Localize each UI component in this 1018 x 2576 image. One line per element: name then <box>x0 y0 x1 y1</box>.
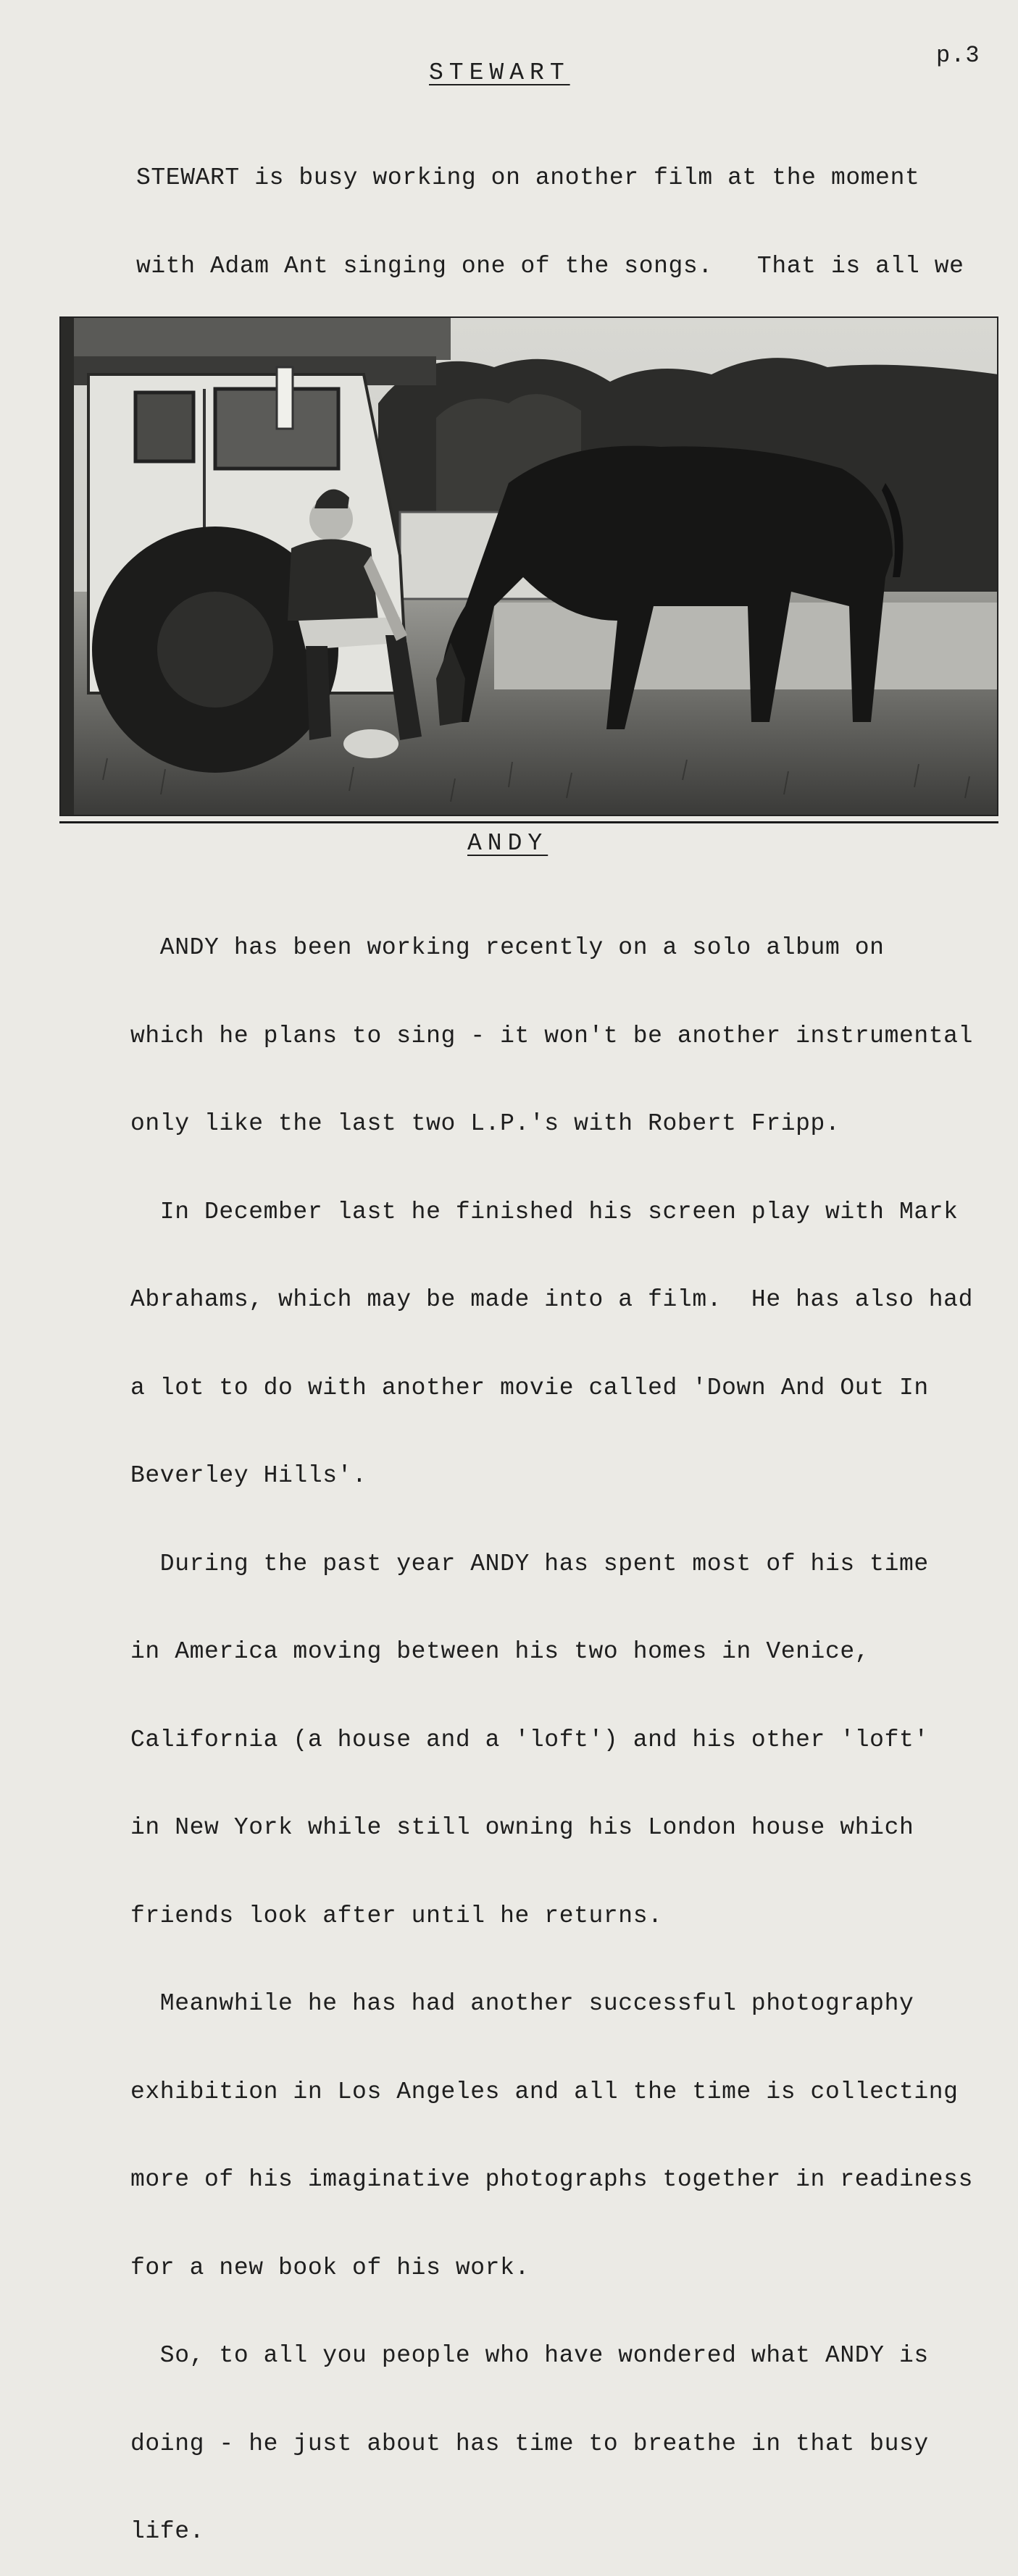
text-line: STEWART is busy working on another film at the moment <box>136 164 920 191</box>
text-line: with Adam Ant singing one of the songs. That is all we <box>136 252 964 280</box>
andy-section-title: ANDY <box>467 830 548 857</box>
stewart-section-title: STEWART <box>429 59 570 86</box>
andy-paragraph <box>130 875 973 2576</box>
page-number: p.3 <box>936 42 980 69</box>
text-line: doing - he just about has time to breathe in that busy <box>130 2430 929 2457</box>
text-line: Meanwhile he has had another successful photography <box>130 1990 914 2017</box>
photo-illustration <box>59 316 998 816</box>
text-line: which he plans to sing - it won't be another instrumental <box>130 1022 973 1049</box>
text-line: more of his imaginative photographs together in readiness <box>130 2166 973 2193</box>
photo-man-with-horse-and-truck <box>59 316 998 816</box>
text-line: life. <box>130 2518 205 2545</box>
text-line: Abrahams, which may be made into a film. He has also had <box>130 1286 973 1313</box>
text-line: only like the last two L.P.'s with Robert Fripp. <box>130 1110 840 1137</box>
text-line: California (a house and a 'loft') and his other 'loft' <box>130 1726 929 1753</box>
text-line: So, to all you people who have wondered what ANDY is <box>130 2342 929 2369</box>
text-line: Beverley Hills'. <box>130 1462 367 1489</box>
text-line: in America moving between his two homes in Venice, <box>130 1638 870 1665</box>
text-line: exhibition in Los Angeles and all the time is collecting <box>130 2078 959 2105</box>
text-line: ANDY has been working recently on a solo album on <box>130 934 885 961</box>
text-line: friends look after until he returns. <box>130 1902 663 1929</box>
section-divider <box>59 821 998 823</box>
text-line: a lot to do with another movie called 'Down And Out In <box>130 1374 929 1401</box>
text-line: In December last he finished his screen play with Mark <box>130 1198 959 1225</box>
text-line: During the past year ANDY has spent most of his time <box>130 1550 929 1577</box>
text-line: for a new book of his work. <box>130 2254 530 2281</box>
text-line: in New York while still owning his London house which <box>130 1814 914 1841</box>
